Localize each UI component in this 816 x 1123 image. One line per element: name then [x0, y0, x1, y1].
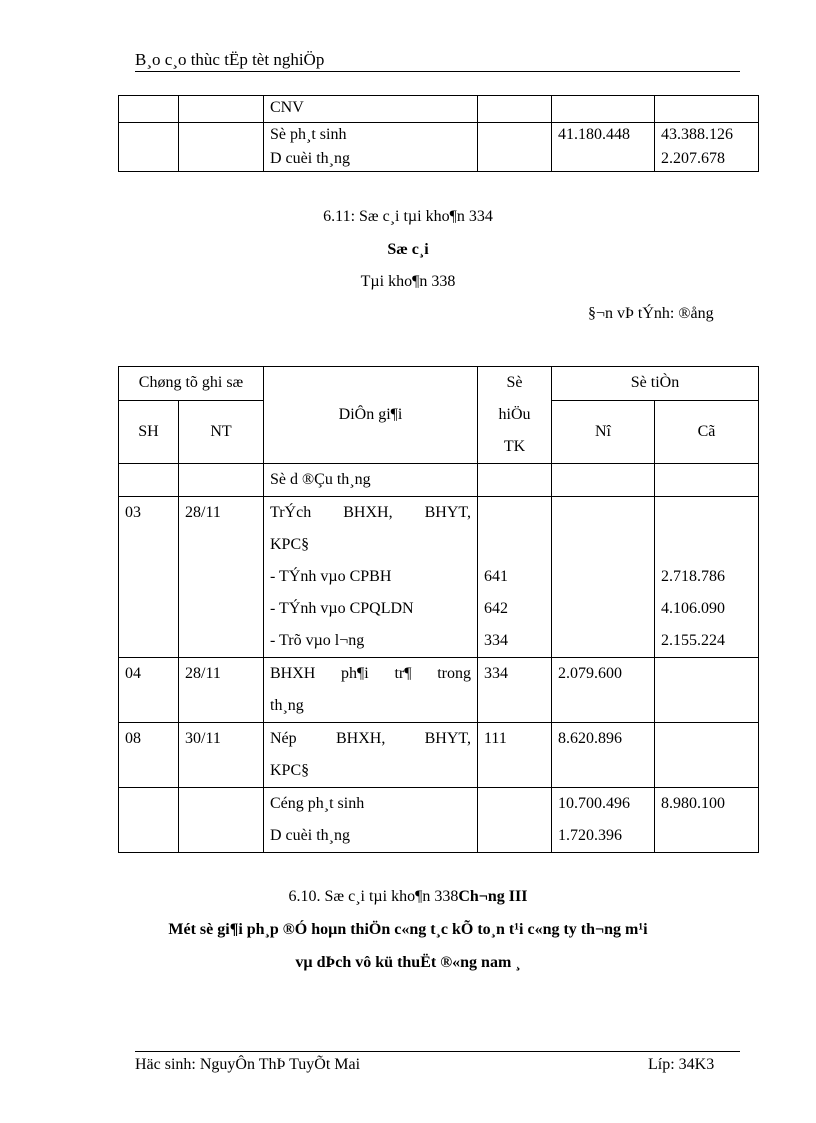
- cell-account-line: 641: [484, 568, 508, 585]
- cell-debit: [552, 123, 655, 172]
- cell-debit: [552, 497, 655, 658]
- cell-description-line: Nép BHXH, BHYT,: [270, 730, 471, 747]
- table-row: [119, 464, 759, 497]
- cell-description: [264, 723, 478, 788]
- cell-description-line: BHXH ph¶i tr¶ trong: [270, 665, 471, 682]
- header-row-1: [119, 367, 759, 401]
- cell-account: [478, 497, 552, 658]
- header-divider: [135, 71, 740, 72]
- cell-description-line: th¸ng: [270, 697, 304, 714]
- header-so-hieu: [478, 367, 552, 464]
- cell-account-line: 642: [484, 600, 508, 617]
- cell-debit: [552, 788, 655, 853]
- cell-description: [264, 96, 478, 123]
- cell-description-line: - Trõ vµo l¬ng: [270, 632, 365, 649]
- cell-debit-line: 2.079.600: [558, 665, 622, 682]
- cell-description-line: D cuèi th¸ng: [270, 150, 350, 167]
- footer-class: Líp: 34K3: [648, 1056, 715, 1073]
- cell-credit-line: 2.207.678: [661, 150, 725, 167]
- cell-debit: [552, 96, 655, 123]
- cell-nt: 28/11: [179, 497, 264, 658]
- cell-credit-line: 2.718.786: [661, 568, 725, 585]
- caption-338-chapter: [0, 888, 816, 906]
- cell-account: [478, 464, 552, 497]
- cell-account-line: 334: [484, 665, 508, 682]
- cell-description: [264, 464, 478, 497]
- page-header-title: B¸o c¸o thùc tËp tèt nghiÖp: [135, 50, 325, 69]
- cell-account-line: [484, 529, 545, 561]
- cell-account-line: 111: [484, 730, 507, 747]
- header-so-hieu-line: hiÖu: [498, 406, 531, 423]
- cell-sh: [119, 96, 179, 123]
- cell-description-line: KPC§: [270, 536, 310, 553]
- table-row: [119, 723, 759, 788]
- cell-description-line: Sè d ®Çu th¸ng: [270, 471, 371, 488]
- cell-description-line: TrÝch BHXH, BHYT,: [270, 504, 471, 521]
- account-subtitle: Tµi kho¶n 338: [360, 273, 456, 290]
- cell-description-line: KPC§: [270, 762, 310, 779]
- cell-description-line: Sè ph¸t sinh: [270, 126, 347, 143]
- currency-unit: §¬n vÞ tÝnh: ®ång: [588, 305, 714, 322]
- cell-description: [264, 497, 478, 658]
- cell-account: [478, 123, 552, 172]
- cell-sh: 04: [119, 658, 179, 723]
- cell-debit-line: 10.700.496: [558, 795, 630, 812]
- cell-credit-line: 4.106.090: [661, 600, 725, 617]
- cell-description-line: - TÝnh vµo CPBH: [270, 568, 392, 585]
- cell-description-line: Céng ph¸t sinh: [270, 795, 365, 812]
- chapter-heading: Ch¬ng III: [458, 888, 528, 905]
- cell-credit-line: 43.388.126: [661, 126, 733, 143]
- header-no: Nî: [552, 401, 655, 464]
- cell-credit: [655, 723, 759, 788]
- cell-description: [264, 788, 478, 853]
- cell-debit: [552, 723, 655, 788]
- header-co: Cã: [655, 401, 759, 464]
- cell-description-line: D cuèi th¸ng: [270, 827, 350, 844]
- cell-sh: [119, 123, 179, 172]
- ledger-title: Sæ c¸i: [387, 241, 429, 258]
- cell-credit: [655, 96, 759, 123]
- cell-account-line: 334: [484, 632, 508, 649]
- cell-credit: [655, 497, 759, 658]
- cell-debit: [552, 658, 655, 723]
- footer-divider: [135, 1051, 740, 1052]
- header-so-hieu-line: Sè: [506, 374, 523, 391]
- table-row: [119, 788, 759, 853]
- cell-credit: [655, 123, 759, 172]
- cell-debit-line: 41.180.448: [558, 126, 630, 143]
- caption-334: 6.11: Sæ c¸i tµi kho¶n 334: [323, 208, 493, 225]
- cell-credit-line: 8.980.100: [661, 795, 725, 812]
- cell-nt: [179, 123, 264, 172]
- header-so-hieu-line: TK: [503, 438, 526, 455]
- cell-credit: [655, 788, 759, 853]
- footer-student: Häc sinh: NguyÔn ThÞ TuyÕt Mai: [135, 1056, 361, 1073]
- table-row: [119, 123, 759, 172]
- cell-account: [478, 658, 552, 723]
- chapter-title-line-2: vµ dÞch vô kü thuËt ®«ng nam ¸: [295, 954, 521, 971]
- cell-description: [264, 658, 478, 723]
- cell-credit-line: 2.155.224: [661, 632, 725, 649]
- cell-credit: [655, 464, 759, 497]
- cell-debit: [552, 464, 655, 497]
- cell-debit-line: 1.720.396: [558, 827, 622, 844]
- cell-nt: [179, 464, 264, 497]
- header-chung-tu: Chøng tõ ghi sæ: [119, 367, 264, 401]
- cell-sh: 08: [119, 723, 179, 788]
- cell-account: [478, 788, 552, 853]
- header-sh: SH: [119, 401, 179, 464]
- cell-credit-line: [661, 497, 752, 529]
- table-row: [119, 497, 759, 658]
- table-row: [119, 96, 759, 123]
- cell-account: [478, 723, 552, 788]
- cell-nt: [179, 96, 264, 123]
- caption-338: 6.10. Sæ c¸i tµi kho¶n 338: [288, 888, 459, 905]
- ledger-table-338: [118, 366, 759, 853]
- table-row: [119, 658, 759, 723]
- top-ledger-table: [118, 95, 759, 172]
- cell-account: [478, 96, 552, 123]
- cell-account-line: [484, 497, 545, 529]
- cell-credit-line: [661, 529, 752, 561]
- cell-sh: [119, 464, 179, 497]
- cell-description: [264, 123, 478, 172]
- header-nt: NT: [179, 401, 264, 464]
- cell-description-line: CNV: [270, 99, 304, 116]
- cell-credit: [655, 658, 759, 723]
- cell-debit-line: 8.620.896: [558, 730, 622, 747]
- cell-nt: 28/11: [179, 658, 264, 723]
- cell-description-line: - TÝnh vµo CPQLDN: [270, 600, 414, 617]
- chapter-title-line-1: Mét sè gi¶i ph¸p ®Ó hoµn thiÖn c«ng t¸c kÕ to¸n t¹i c«ng ty th¬ng m¹i: [168, 921, 648, 938]
- cell-sh: 03: [119, 497, 179, 658]
- cell-sh: [119, 788, 179, 853]
- cell-nt: 30/11: [179, 723, 264, 788]
- cell-nt: [179, 788, 264, 853]
- header-dien-giai: DiÔn gi¶i: [264, 367, 478, 464]
- header-so-tien: Sè tiÒn: [552, 367, 759, 401]
